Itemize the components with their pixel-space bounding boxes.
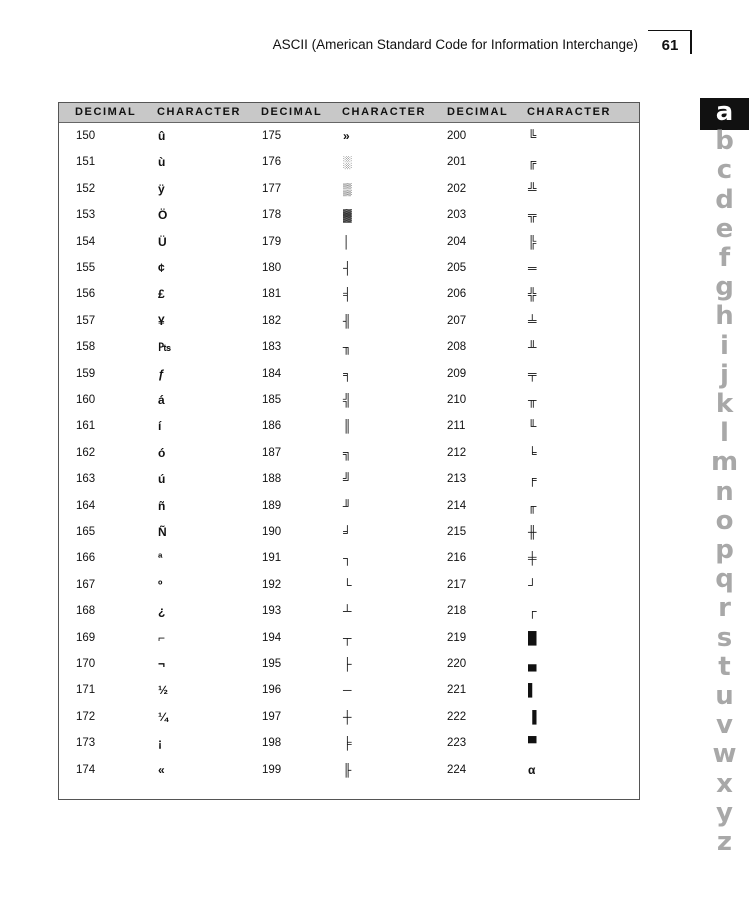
table-row (59, 551, 639, 577)
character-value: ¿ (158, 604, 166, 619)
character-value: ╟ (343, 762, 352, 777)
decimal-value: 161 (76, 420, 96, 433)
character-value: á (158, 393, 165, 407)
decimal-value: 194 (262, 631, 282, 644)
character-value: ╫ (528, 525, 537, 539)
thumb-index-letter-w: w (712, 739, 737, 770)
table-row (59, 472, 639, 498)
thumb-index-letter-j: j (720, 359, 729, 390)
character-value: ╚ (528, 129, 537, 143)
thumb-index-letter-a: a (715, 97, 734, 127)
character-value: ║ (343, 419, 352, 434)
thumb-index-letter-v: v (716, 710, 733, 741)
character-value: ù (158, 155, 166, 170)
page-corner-rule (648, 30, 691, 31)
table-row (59, 446, 639, 472)
table-row (59, 763, 639, 789)
character-value: ┐ (343, 551, 352, 566)
character-value: ╧ (528, 313, 537, 328)
character-value: ╘ (528, 445, 537, 460)
decimal-value: 189 (262, 499, 282, 512)
character-value: ▓ (343, 208, 352, 223)
thumb-index-letter-c: c (716, 155, 733, 186)
table-row (59, 208, 639, 234)
decimal-value: 206 (447, 288, 467, 301)
decimal-value: 186 (262, 420, 282, 433)
decimal-value: 177 (262, 182, 282, 195)
decimal-value: 170 (76, 658, 96, 670)
decimal-value: 155 (76, 262, 96, 274)
character-value: Ñ (158, 525, 167, 539)
thumb-index-letter-b: b (715, 126, 734, 157)
character-value: ░ (343, 155, 352, 170)
decimal-value: 157 (76, 314, 96, 327)
character-value: º (158, 577, 163, 592)
character-value: ▌ (528, 683, 537, 698)
character-value: ╨ (528, 340, 537, 355)
table-row (59, 710, 639, 736)
table-row (59, 499, 639, 525)
thumb-index-letter-o: o (715, 505, 734, 536)
decimal-value: 199 (262, 763, 282, 776)
character-value: ╛ (343, 525, 352, 539)
column-header-character: CHARACTER (527, 106, 612, 118)
decimal-value: 183 (262, 341, 282, 354)
decimal-value: 182 (262, 314, 282, 327)
character-value: ╢ (343, 313, 352, 328)
character-value: ┘ (528, 577, 537, 592)
character-value: ├ (343, 657, 352, 671)
character-value: ╣ (343, 393, 352, 407)
table-row (59, 393, 639, 419)
table-row (59, 736, 639, 762)
running-title: ASCII (American Standard Code for Information Interchange) (272, 37, 638, 52)
character-value: « (158, 762, 165, 777)
character-value: ╪ (528, 551, 537, 566)
character-value: ñ (158, 498, 166, 513)
thumb-index-letter-p: p (715, 535, 734, 565)
character-value: │ (343, 234, 351, 249)
decimal-value: 160 (76, 394, 96, 406)
character-value: ═ (528, 261, 537, 275)
character-value: ª (158, 551, 163, 566)
thumb-index-letter-k: k (715, 389, 734, 419)
decimal-value: 224 (447, 763, 467, 776)
decimal-value: 218 (447, 605, 467, 618)
column-header-decimal: DECIMAL (261, 106, 323, 118)
thumb-index-letter-s: s (716, 622, 733, 653)
decimal-value: 196 (262, 684, 282, 697)
character-value: ╒ (528, 472, 537, 487)
decimal-value: 179 (262, 235, 282, 248)
table-row (59, 631, 639, 657)
decimal-value: 173 (76, 737, 96, 750)
character-value: ƒ (158, 366, 165, 381)
decimal-value: 221 (447, 684, 467, 697)
decimal-value: 209 (447, 367, 467, 380)
decimal-value: 192 (262, 578, 282, 591)
character-value: ⌐ (158, 630, 166, 645)
decimal-value: 217 (447, 578, 467, 591)
decimal-value: 151 (76, 156, 96, 169)
character-value: Ö (158, 208, 168, 223)
decimal-value: 198 (262, 737, 282, 750)
character-value: ▄ (528, 657, 537, 671)
character-value: ╩ (528, 181, 537, 196)
decimal-value: 207 (447, 314, 467, 327)
table-row (59, 235, 639, 261)
column-header-decimal: DECIMAL (75, 106, 137, 118)
decimal-value: 187 (262, 446, 282, 459)
decimal-value: 162 (76, 446, 96, 459)
decimal-value: 210 (447, 394, 467, 406)
character-value: ½ (158, 683, 169, 698)
decimal-value: 180 (262, 262, 282, 274)
decimal-value: 215 (447, 526, 467, 538)
table-row (59, 155, 639, 181)
character-value: ÿ (158, 181, 165, 196)
table-row (59, 314, 639, 340)
thumb-index-letter-u: u (715, 681, 734, 711)
table-row (59, 182, 639, 208)
decimal-value: 153 (76, 209, 96, 222)
thumb-index-letter-q: q (715, 564, 734, 595)
character-value: ¢ (158, 261, 165, 275)
decimal-value: 158 (76, 341, 96, 354)
character-value: ┴ (343, 604, 352, 619)
table-row (59, 340, 639, 366)
decimal-value: 168 (76, 605, 96, 618)
thumb-index-letter-i: i (720, 330, 729, 361)
decimal-value: 193 (262, 605, 282, 618)
decimal-value: 169 (76, 631, 96, 644)
character-value: ú (158, 472, 166, 487)
decimal-value: 166 (76, 552, 96, 565)
decimal-value: 197 (262, 710, 282, 723)
decimal-value: 190 (262, 526, 282, 538)
character-value: ▐ (528, 709, 537, 724)
table-row (59, 683, 639, 709)
table-row (59, 578, 639, 604)
character-value: £ (158, 287, 165, 302)
decimal-value: 220 (447, 658, 467, 670)
table-header (59, 103, 639, 123)
thumb-index-letter-m: m (710, 447, 739, 478)
decimal-value: 175 (262, 130, 282, 142)
thumb-index-letter-e: e (715, 213, 734, 244)
table-row (59, 419, 639, 445)
character-value: ╡ (343, 287, 352, 302)
character-value: Ü (158, 234, 167, 249)
decimal-value: 159 (76, 367, 96, 380)
decimal-value: 176 (262, 156, 282, 169)
decimal-value: 200 (447, 130, 467, 142)
decimal-value: 212 (447, 446, 467, 459)
decimal-value: 208 (447, 341, 467, 354)
decimal-value: 150 (76, 130, 96, 142)
decimal-value: 214 (447, 499, 467, 512)
character-value: α (528, 762, 536, 777)
thumb-index-letter-h: h (715, 301, 734, 332)
character-value: ╞ (343, 736, 352, 751)
character-value: ╠ (528, 234, 537, 249)
character-value: ╔ (528, 155, 537, 170)
table-row (59, 525, 639, 551)
character-value: ┌ (528, 604, 537, 619)
character-value: ┼ (343, 709, 352, 724)
character-value: ╓ (528, 498, 537, 513)
decimal-value: 184 (262, 367, 282, 380)
character-value: ¥ (158, 313, 165, 328)
character-value: ╖ (343, 340, 352, 355)
page-corner-rule-vertical (690, 30, 692, 54)
decimal-value: 213 (447, 473, 467, 486)
decimal-value: 163 (76, 473, 96, 486)
character-value: ╤ (528, 366, 537, 381)
character-value: ╙ (528, 419, 537, 434)
decimal-value: 219 (447, 631, 467, 644)
table-row (59, 261, 639, 287)
character-value: ▒ (343, 181, 352, 196)
thumb-index-letter-y: y (716, 797, 733, 828)
decimal-value: 154 (76, 235, 96, 248)
decimal-value: 191 (262, 552, 282, 565)
character-value: ╝ (343, 472, 352, 487)
decimal-value: 188 (262, 473, 282, 486)
decimal-value: 167 (76, 578, 96, 591)
thumb-index-letter-z: z (716, 827, 733, 857)
character-value: ▀ (528, 736, 537, 751)
character-value: ╥ (528, 393, 537, 407)
page-number: 61 (661, 37, 679, 54)
table-row (59, 129, 639, 155)
decimal-value: 152 (76, 182, 96, 195)
character-value: » (343, 129, 350, 143)
character-value: █ (528, 630, 537, 645)
character-value: ╬ (528, 287, 537, 302)
decimal-value: 156 (76, 288, 96, 301)
decimal-value: 185 (262, 394, 282, 406)
decimal-value: 216 (447, 552, 467, 565)
character-value: ╕ (343, 366, 352, 381)
decimal-value: 174 (76, 763, 96, 776)
character-value: ¬ (158, 657, 166, 671)
table-row (59, 657, 639, 683)
character-value: ╦ (528, 208, 537, 223)
character-value: ó (158, 445, 166, 460)
character-value: ─ (343, 683, 352, 698)
thumb-index-letter-t: t (718, 651, 731, 682)
column-header-character: CHARACTER (342, 106, 427, 118)
character-value: í (158, 419, 162, 434)
thumb-index-letter-r: r (718, 593, 731, 624)
character-value: ┬ (343, 630, 352, 645)
character-value: ¼ (158, 709, 169, 724)
decimal-value: 164 (76, 499, 96, 512)
decimal-value: 195 (262, 658, 282, 670)
character-value: ┤ (343, 261, 352, 275)
decimal-value: 171 (76, 684, 96, 697)
thumb-index-letter-f: f (718, 243, 731, 273)
thumb-index-letter-n: n (715, 476, 734, 507)
thumb-index-letter-x: x (716, 768, 733, 799)
decimal-value: 165 (76, 526, 96, 538)
decimal-value: 203 (447, 209, 467, 222)
character-value: ╜ (343, 498, 352, 513)
decimal-value: 172 (76, 710, 96, 723)
column-header-decimal: DECIMAL (447, 106, 509, 118)
decimal-value: 201 (447, 156, 467, 169)
decimal-value: 205 (447, 262, 467, 274)
table-row (59, 367, 639, 393)
decimal-value: 178 (262, 209, 282, 222)
ascii-table (58, 102, 640, 800)
decimal-value: 223 (447, 737, 467, 750)
character-value: ¡ (158, 736, 162, 751)
thumb-index-letter-l: l (720, 418, 729, 449)
character-value: û (158, 129, 166, 143)
decimal-value: 202 (447, 182, 467, 195)
table-row (59, 287, 639, 313)
column-header-character: CHARACTER (157, 106, 242, 118)
thumb-index-letter-g: g (715, 272, 734, 303)
thumb-index-letter-d: d (715, 184, 734, 215)
decimal-value: 222 (447, 710, 467, 723)
decimal-value: 211 (447, 420, 466, 433)
character-value: ╗ (343, 445, 352, 460)
decimal-value: 204 (447, 235, 467, 248)
decimal-value: 181 (262, 288, 282, 301)
character-value: └ (343, 577, 352, 592)
character-value: ₧ (158, 340, 172, 355)
table-row (59, 604, 639, 630)
